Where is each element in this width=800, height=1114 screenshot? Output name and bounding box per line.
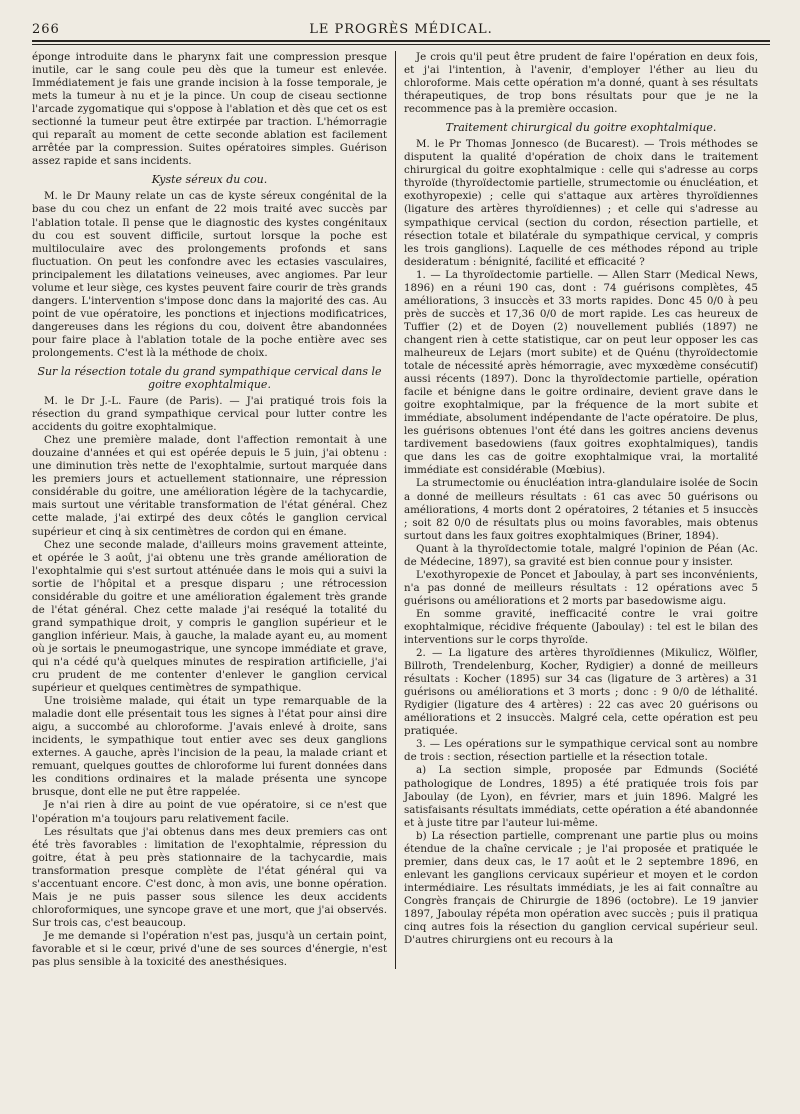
paragraph: M. le Dr Mauny relate un cas de kyste séreux congénital de la base du cou chez un enfant de 22 mois traité avec succès par l'ablation totale. Il pense que le diagnostic des kystes congénitaux du cou est souvent difficile, surtout lorsque la poche est multiloculaire avec des prolongements profonds et sans fluctuation. On peut les confondre avec les ectasies vasculaires, principalement les dilatations veineuses, avec angiomes. Par leur volume et leur siège, ces kystes peuvent faire courir de très grands dangers. L'intervention s'impose donc dans la majorité des cas. Au point de vue opératoire, les ponctions et injections modificatrices, dangereuses dans les régions du cou, doivent être abandonnées pour faire place à l'ablation totale de la poche entière avec ses prolongements. C'est là la méthode de choix. bbox=[32, 190, 387, 359]
paragraph: En somme gravité, inefficacité contre le vrai goitre exophtalmique, récidive fréquente (Jaboulay) : tel est le bilan des interventions sur le corps thyroïde. bbox=[404, 607, 758, 647]
paragraph: Je n'ai rien à dire au point de vue opératoire, si ce n'est que l'opération m'a toujours paru relativement facile. bbox=[32, 799, 387, 825]
header-rule bbox=[32, 44, 770, 45]
paragraph: Chez une première malade, dont l'affection remontait à une douzaine d'années et qui est opérée depuis le 5 juin, j'ai obtenu : une diminution très nette de l'exophtalmie, surtout marquée dans les premiers jours et actuellement stationnaire, une répression considérable du goitre, une amélioration légère de la tachycardie, mais surtout une véritable transformation de l'état général. Chez cette malade, j'ai extirpé des deux côtés le ganglion cervical supérieur et cinq à six centimètres de cordon qui en émane. bbox=[32, 434, 387, 538]
left-column bbox=[32, 51, 395, 969]
right-column bbox=[395, 51, 758, 969]
running-title: LE PROGRÈS MÉDICAL. bbox=[309, 22, 493, 37]
paragraph: Une troisième malade, qui était un type remarquable de la maladie dont elle présentait tous les signes à l'état pour ainsi dire aigu, a succombé au chloroforme. J'avais enlevé à droite, sans incidents, le sympathique tout entier avec ses deux ganglions externes. A gauche, après l'incision de la peau, la malade criant et remuant, quelques gouttes de chloroforme lui furent données dans les conditions ordinaires et la malade présenta une syncope brusque, dont elle ne put être rappelée. bbox=[32, 695, 387, 799]
two-column-body bbox=[32, 51, 770, 969]
paragraph: Les résultats que j'ai obtenus dans mes deux premiers cas ont été très favorables : limitation de l'exophtalmie, répression du goitre, état à peu près stationnaire de la tachycardie, mais transformation presque complète de l'état général qui va s'accentuant encore. C'est donc, à mon avis, une bonne opération. Mais je ne puis passer sous silence les deux accidents chloroformiques, une syncope grave et une mort, que j'ai observés. Sur trois cas, c'est beaucoup. bbox=[32, 825, 387, 929]
paragraph: 2. — La ligature des artères thyroïdiennes (Mikulicz, Wölfler, Billroth, Trendelenburg, Kocher, Rydigier) a donné de meilleurs résultats : Kocher (1895) sur 34 cas (ligature de 3 artères) a 31 guérisons ou améliorations et 3 morts ; donc : 9 0/0 de léthalité. Rydigier (ligature des 4 artères) : 22 cas avec 20 guérisons ou améliorations et 2 insuccès. Malgré cela, cette opération est peu pratiquée. bbox=[404, 647, 758, 738]
paragraph: a) La section simple, proposée par Edmunds (Société pathologique de Londres, 1895) a été pratiquée trois fois par Jaboulay (de Lyon), en février, mars et juin 1896. Malgré les satisfaisants résultats immédiats, cette opération a été abandonnée et à juste titre par l'auteur lui-même. bbox=[404, 764, 758, 829]
section-heading-kyste: Kyste séreux du cou. bbox=[151, 173, 268, 187]
paragraph: b) La résection partielle, comprenant une partie plus ou moins étendue de la chaîne cervicale ; je l'ai proposée et pratiquée le premier, dans deux cas, le 17 août et le 2 septembre 1896, en enlevant les ganglions cervicaux supérieur et moyen et le cordon intermédiaire. Les résultats immédiats, je les ai fait connaître au Congrès français de Chirurgie de 1896 (octobre). Le 19 janvier 1897, Jaboulay répéta mon opération avec succès ; puis il pratiqua cinq autres fois la résection du ganglion cervical supérieur seul. D'autres chirurgiens ont eu recours à la bbox=[404, 829, 758, 947]
paragraph: 1. — La thyroïdectomie partielle. — Allen Starr (Medical News, 1896) en a réuni 190 cas, dont : 74 guérisons complètes, 45 améliorations, 3 insuccès et 33 morts rapides. Donc 45 0/0 à peu près de succès et 17,36 0/0 de mort rapide. Les cas heureux de Tuffier (2) et de Doyen (2) nouvellement publiés (1897) ne changent rien à cette statistique, car on peut leur opposer les cas malheureux de Lejars (mort subite) et de Quénu (thyroïdectomie totale de nécessité après hémorragie, avec myxœdème consécutif) aussi récents (1897). Donc la thyroïdectomie partielle, opération facile et bénigne dans le goitre ordinaire, devient grave dans le goitre exophtalmique, par la fréquence de la mort subite et immédiate, absolument indépendante de l'acte opératoire. De plus, les guérisons obtenues l'ont été dans les goitres anciens devenus tardivement basedowiens (faux goitres exophtalmiques), tandis que dans les cas de goitre exophtalmique vrai, la mortalité immédiate est considérable (Mœbius). bbox=[404, 268, 758, 477]
paragraph: 3. — Les opérations sur le sympathique cervical sont au nombre de trois : section, résection partielle et la résection totale. bbox=[404, 738, 758, 764]
paragraph: La strumectomie ou énucléation intra-glandulaire isolée de Socin a donné de meilleurs résultats : 61 cas avec 50 guérisons ou améliorations, 4 morts dont 2 opératoires, 2 tétanies et 5 insuccès ; soit 82 0/0 de résultats plus ou moins favorables, mais obtenus surtout dans les faux goitres exophtalmiques (Briner, 1894). bbox=[404, 477, 758, 542]
paragraph: éponge introduite dans le pharynx fait une compression presque inutile, car le sang coule peu dès que la tumeur est enlevée. Immédiatement je fais une grande incision à la fosse temporale, je mets la tumeur à nu et je la pince. Un coup de ciseau sectionne l'arcade zygomatique qui s'oppose à l'ablation et dès que cet os est sectionné la tumeur peut être extirpée par traction. L'hémorragie qui reparaît au moment de cette seconde ablation est facilement arrêtée par la compression. Suites opératoires simples. Guérison assez rapide et sans incidents. bbox=[32, 51, 387, 168]
paragraph: Quant à la thyroïdectomie totale, malgré l'opinion de Péan (Ac. de Médecine, 1897), sa gravité est bien connue pour y insister. bbox=[404, 542, 758, 568]
paragraph: M. le Pr Thomas Jonnesco (de Bucarest). — Trois méthodes se disputent la qualité d'opération de choix dans le traitement chirurgical du goitre exophtalmique : celle qui s'adresse au corps thyroïde (thyroïdectomie partielle, strumectomie ou énucléation, et exothyropexie) ; celle qui s'attaque aux artères thyroïdiennes (ligature des artères thyroïdiennes) ; et celle qui s'adresse au sympathique cervical (section du cordon, résection partielle, et résection totale et bilatérale du sympathique cervical, y compris les trois ganglions). Laquelle de ces méthodes répond au triple desideratum : bénignité, facilité et efficacité ? bbox=[404, 138, 758, 268]
paragraph: L'exothyropexie de Poncet et Jaboulay, à part ses inconvénients, n'a pas donné de meilleurs résultats : 12 opérations avec 5 guérisons ou améliorations et 2 morts par basedowisme aigu. bbox=[404, 568, 758, 607]
running-head bbox=[32, 22, 770, 42]
paragraph: Je me demande si l'opération n'est pas, jusqu'à un certain point, favorable et si le cœur, privé d'une de ses sources d'énergie, n'est pas plus sensible à la toxicité des anesthésiques. bbox=[32, 929, 387, 969]
paragraph: Chez une seconde malade, d'ailleurs moins gravement atteinte, et opérée le 3 août, j'ai obtenu une très grande amélioration de l'exophtalmie qui s'est surtout atténuée dans le mois qui a suivi la sortie de l'hôpital et a presque disparu ; une rétrocession considérable du goitre et une amélioration également très grande de l'état général. Chez cette malade j'ai reséqué la totalité du grand sympathique droit, y compris le ganglion supérieur et le ganglion inférieur. Mais, à gauche, la malade ayant eu, au moment où je sortais le pneumogastrique, une syncope immédiate et grave, qui n'a cédé qu'à quelques minutes de respiration artificielle, j'ai cru prudent de me contenter d'enlever le ganglion cervical supérieur et quelques centimètres de sympathique. bbox=[32, 538, 387, 695]
page-number: 266 bbox=[32, 22, 60, 37]
paragraph: M. le Dr J.-L. Faure (de Paris). — J'ai pratiqué trois fois la résection du grand sympathique cervical pour lutter contre les accidents du goitre exophtalmique. bbox=[32, 395, 387, 434]
section-heading-traitement: Traitement chirurgical du goitre exophtalmique. bbox=[445, 121, 717, 135]
paragraph: Je crois qu'il peut être prudent de faire l'opération en deux fois, et j'ai l'intention, à l'avenir, d'employer l'éther au lieu du chloroforme. Mais cette opération m'a donné, quant à ses résultats thérapeutiques, de trop bons résultats pour que je ne la recommence pas à la première occasion. bbox=[404, 51, 758, 116]
section-heading-sympathique: Sur la résection totale du grand sympathique cervical dans le goitre exophtalmique. bbox=[37, 365, 382, 392]
